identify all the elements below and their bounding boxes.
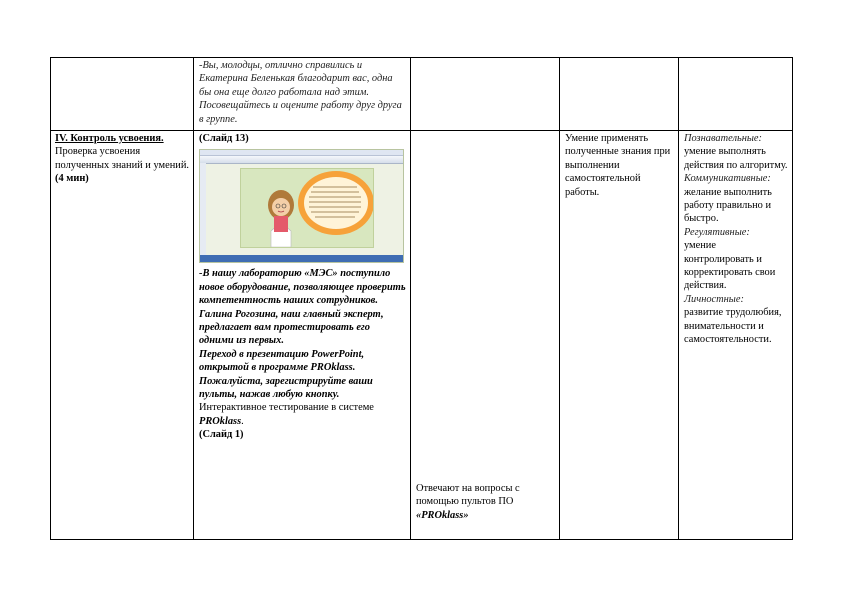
answer-prefix: Отвечают на вопросы с помощью пультов ПО — [416, 482, 520, 508]
app-ribbon — [200, 156, 403, 164]
communicative-label: Коммуникативные: — [684, 173, 771, 185]
slide-reference-2: (Слайд 1) — [199, 429, 244, 441]
testing-prefix: Интерактивное тестирование в системе — [199, 402, 374, 414]
results-cell — [560, 58, 679, 131]
communicative-text: желание выполнить работу правильно и быстро. — [684, 186, 772, 225]
table-row — [51, 58, 793, 131]
student-answer — [416, 482, 551, 522]
answer-system: «PROklass» — [416, 509, 469, 521]
table-row — [51, 131, 793, 540]
stage-description: Проверка усвоения полученных знаний и умений. — [55, 146, 189, 171]
teacher-activity-cell — [194, 131, 411, 540]
teacher-praise-text: -Вы, молодцы, отлично справились и Екатерина Беленькая благодарит вас, одна бы она еще долго работала над этим. Посовещайтесь и оцените работу друг друга в группе. — [199, 60, 402, 125]
cognitive-text: умение выполнять действия по алгоритму. — [684, 146, 788, 171]
stage-cell — [51, 58, 194, 131]
teacher-activity-cell — [194, 58, 411, 131]
results-cell — [560, 131, 679, 540]
slide-sidebar — [200, 163, 206, 255]
interactive-testing-line — [199, 401, 406, 428]
student-activity-cell — [411, 58, 560, 131]
register-remotes-request: Пожалуйста, зарегистрируйте ваши пульты, нажав любую кнопку. — [199, 375, 373, 401]
presentation-transition: Переход в презентацию PowerPoint, открытой в программе PROklass. — [199, 348, 365, 374]
personal-label: Личностные: — [684, 293, 744, 305]
expert-illustration — [241, 169, 373, 247]
uud-cell — [679, 131, 793, 540]
stage-time: (4 мин) — [55, 173, 89, 185]
blouse-shape — [274, 216, 288, 232]
stage-title: IV. Контроль усвоения. — [55, 133, 164, 144]
testing-system: PROklass — [199, 415, 242, 427]
uud-cell — [679, 58, 793, 131]
personal-text: развитие трудолюбия, внимательности и самостоятельности. — [684, 307, 782, 346]
regulatory-text: умение контролировать и корректировать свои действия. — [684, 240, 776, 292]
testing-suffix: . — [241, 415, 244, 427]
slide-reference: (Слайд 13) — [199, 133, 249, 144]
face-shape — [272, 198, 290, 216]
planned-results: Умение применять полученные знания при выполнении самостоятельной работы. — [565, 133, 671, 198]
cognitive-label: Познавательные: — [684, 133, 762, 144]
taskbar — [200, 255, 403, 262]
slide-canvas — [240, 168, 374, 248]
lesson-plan-table — [50, 57, 793, 540]
regulatory-label: Регулятивные: — [684, 226, 750, 238]
speech-bubble-inner — [304, 177, 368, 229]
teacher-speech: -В нашу лабораторию «МЭС» поступило новое оборудование, позволяющее проверить компетентность наших сотрудников. Галина Рогозина, наш главный эксперт, предлагает вам протестировать его одними из первых. — [199, 268, 406, 347]
stage-cell — [51, 131, 194, 540]
student-activity-cell — [411, 131, 560, 540]
slide-thumbnail — [199, 149, 404, 263]
